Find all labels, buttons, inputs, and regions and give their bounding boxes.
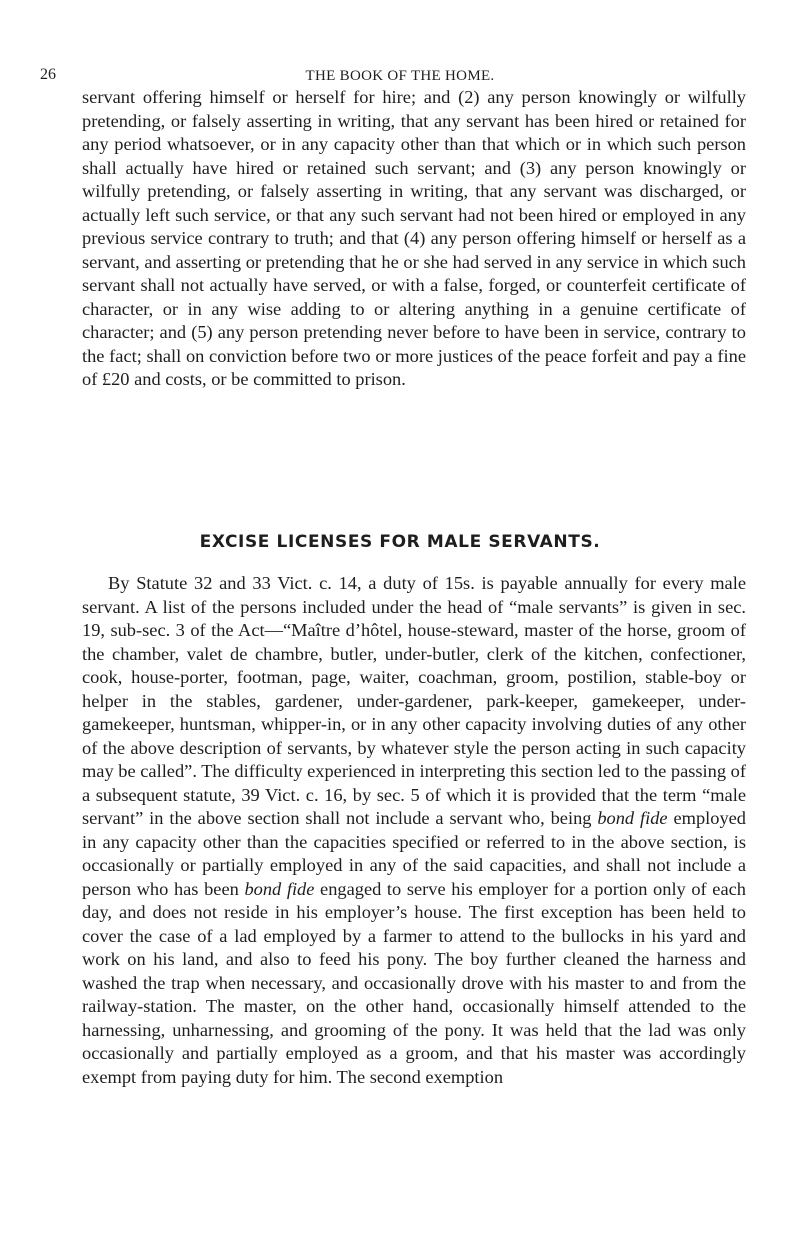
page-number: 26 [40,66,56,83]
running-head: THE BOOK OF THE HOME. [305,68,495,84]
paragraph-excise-part-3: engaged to serve his employer for a portion only of each day, and does not reside in his employer’s house. The first exception has been held to cover the case of a lad employed by a farmer to attend to the bullocks in his yard and work on his land, and also to feed his pony. The boy further cleaned the harness and washed the trap when necessary, and occasionally drove with his master to and from the railway-station. The master, on the other hand, occasionally himself attended to the harnessing, unharnessing, and grooming of the pony. It was held that the lad was only occasionally and partially employed as a groom, and that his master was accordingly exempt from paying duty for him. The second exemption [82,878,746,1087]
paragraph-excise-part-2: employed in any capacity other than the capacities specified or referred to in the above section, is occasionally or partially employed in any of the said capacities, and shall not include a person who has been [82,808,746,899]
paragraph-continued: servant offering himself or herself for hire; and (2) any person knowingly or wilfully pretending, or falsely asserting in writing, that any servant has been hired or retained for any period whatsoever, or in any capacity other than that which or in which such person shall actually have hired or retained such servant; and (3) any person knowingly or wilfully pretending, or falsely asserting in writing, that any servant was discharged, or actually left such service, or that any such servant had not been hired or employed in any previous service contrary to truth; and that (4) any person offering himself or herself as a servant, and asserting or pretending that he or she had served in any service in which such servant shall not actually have served, or with a false, forged, or counterfeit certificate of character, or in any wise adding to or altering anything in a genuine certificate of character; and (5) any person pretending never before to have been in service, contrary to the fact; shall on conviction before two or more justices of the peace forfeit and pay a fine of £20 and costs, or be committed to prison. [82,87,746,389]
italic-term-1: bond fide [597,808,668,828]
paragraph-excise [82,572,746,1089]
text-block-top [82,86,746,392]
italic-term-2: bond fide [244,878,315,899]
text-block-excise [82,572,746,1089]
paragraph-excise-part-1: By Statute 32 and 33 Vict. c. 14, a duty of 15s. is payable annually for every male servant. A list of the persons included under the head of “male servants” is given in sec. 19, sub-sec. 3 of the Act—“Maître d’hôtel, house-steward, master of the horse, groom of the chamber, valet de chambre, butler, under-butler, clerk of the kitchen, confectioner, cook, house-porter, footman, page, waiter, coachman, groom, postilion, stable-boy or helper in the stables, gardener, under-gardener, park-keeper, gamekeeper, under-gamekeeper, huntsman, whipper-in, or in any other capacity involving duties of any other of the above description of servants, by whatever style the person acting in such capacity may be called”. The difficulty experienced in interpreting this section led to the passing of a subsequent statute, 39 Vict. c. 16, by sec. 5 of which it is provided that the term “male servant” in the above section shall not include a servant who, being [82,573,746,828]
section-heading: EXCISE LICENSES FOR MALE SERVANTS. [199,532,601,552]
